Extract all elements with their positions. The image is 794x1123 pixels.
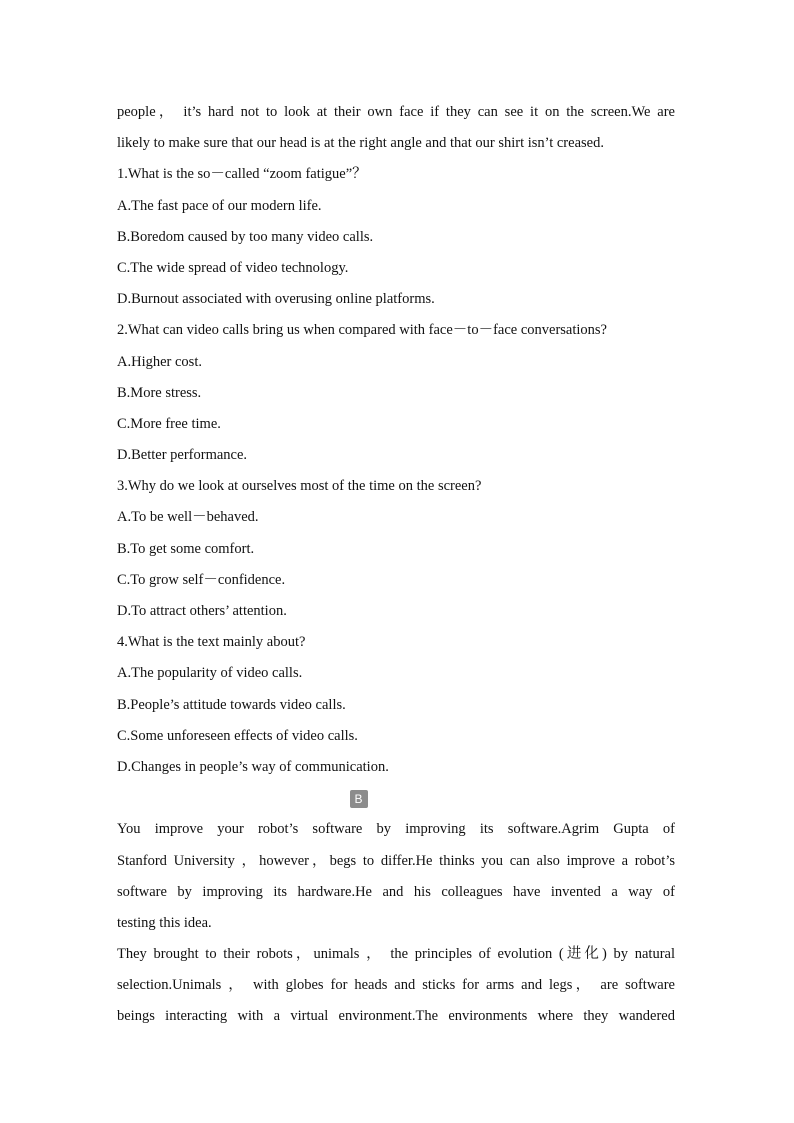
question-option: A.To be well－behaved. xyxy=(117,509,259,526)
passage-line: Stanford University ，however，begs to differ.He thinks you can also improve a robot’s xyxy=(117,852,675,869)
document-page xyxy=(117,97,675,1033)
question-option: D.To attract others’ attention. xyxy=(117,603,287,619)
passage-line: beings interacting with a virtual environment.The environments where they wandered xyxy=(117,1008,675,1025)
question-stem: 3.Why do we look at ourselves most of the time on the screen? xyxy=(117,478,482,495)
question-2 xyxy=(117,315,675,471)
question-option: A.Higher cost. xyxy=(117,353,202,370)
question-option: D.Better performance. xyxy=(117,447,248,464)
question-option: C.To grow self－confidence. xyxy=(117,571,286,588)
question-option: B.More stress. xyxy=(117,384,202,401)
section-b-badge: B xyxy=(350,790,368,808)
passage-line: You improve your robot’s software by improving its software.Agrim Gupta of xyxy=(117,821,675,838)
passage-line: likely to make sure that our head is at the right angle and that our shirt isn’t creased. xyxy=(117,135,604,152)
question-option: D.Changes in people’s way of communication. xyxy=(117,758,389,775)
passage-line: testing this idea. xyxy=(117,914,212,931)
question-stem: 4.What is the text mainly about? xyxy=(117,634,306,651)
question-stem: 1.What is the so－called “zoom fatigue”？ xyxy=(117,166,367,183)
section-b-paragraph-2 xyxy=(117,939,675,1033)
question-stem: 2.What can video calls bring us when compared with face－to－face conversations? xyxy=(117,322,607,339)
question-option: C.The wide spread of video technology. xyxy=(117,259,349,276)
question-3 xyxy=(117,471,675,627)
question-option: B.To get some comfort. xyxy=(117,540,255,557)
question-1 xyxy=(117,159,675,315)
question-option: C.Some unforeseen effects of video calls. xyxy=(117,727,358,744)
question-option: C.More free time. xyxy=(117,415,221,432)
passage-a-tail xyxy=(117,97,675,159)
question-option: A.The popularity of video calls. xyxy=(117,665,303,682)
passage-line: people， it’s hard not to look at their own face if they can see it on the screen.We are xyxy=(117,104,675,120)
question-option: D.Burnout associated with overusing online platforms. xyxy=(117,291,435,308)
question-option: B.People’s attitude towards video calls. xyxy=(117,696,346,713)
question-option: A.The fast pace of our modern life. xyxy=(117,197,322,214)
passage-line: software by improving its hardware.He and his colleagues have invented a way of xyxy=(117,883,675,900)
question-4 xyxy=(117,627,675,783)
passage-line: selection.Unimals ， with globes for heads and sticks for arms and legs， are software xyxy=(117,977,675,994)
question-option: B.Boredom caused by too many video calls. xyxy=(117,228,374,245)
passage-line: They brought to their robots，unimals ， the principles of evolution (进化) by natural xyxy=(117,946,675,963)
section-b-heading xyxy=(117,783,675,814)
section-b-paragraph-1 xyxy=(117,814,675,939)
